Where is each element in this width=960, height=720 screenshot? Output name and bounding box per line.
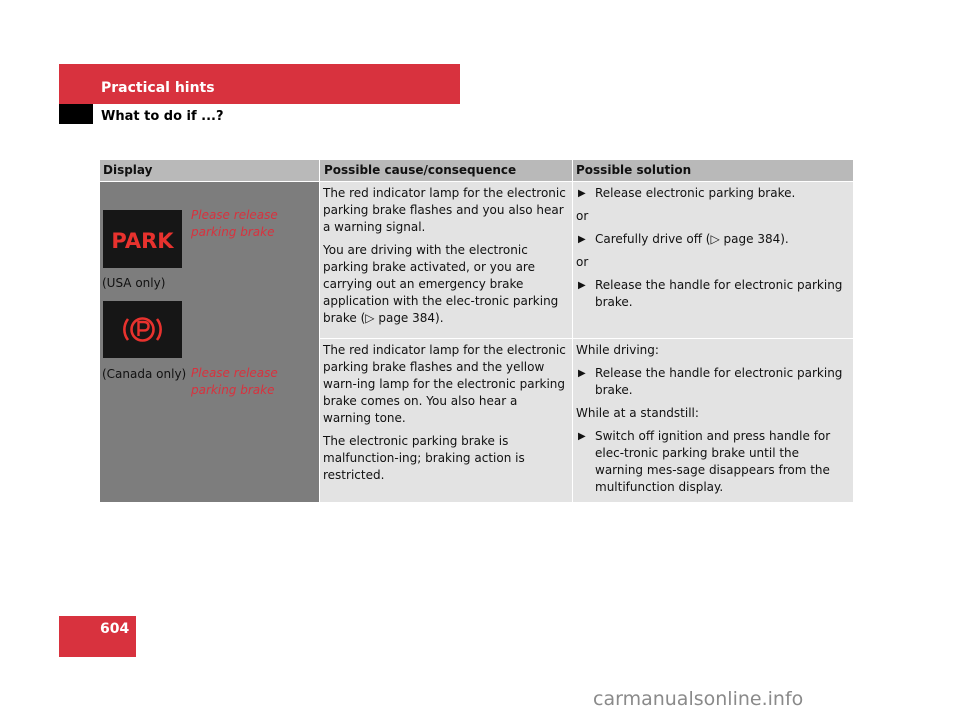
solution-step: [576, 428, 849, 496]
solution-step: [576, 185, 849, 202]
cause-paragraph: The electronic parking brake is malfunction-ing; braking action is restricted.: [323, 434, 525, 482]
bullet-arrow-icon: ▶: [578, 188, 586, 199]
park-lamp-icon: [103, 210, 182, 268]
park-lamp-text: PARK: [111, 229, 174, 253]
page-number: 604: [100, 621, 130, 637]
bullet-arrow-icon: ▶: [578, 280, 586, 291]
solution-step-text: Release electronic parking brake.: [595, 186, 796, 200]
cause-cell-2: [320, 339, 572, 502]
page-subtitle: What to do if ...?: [101, 109, 224, 124]
bullet-arrow-icon: ▶: [578, 431, 586, 442]
solution-step: [576, 277, 849, 311]
column-header-solution: Possible solution: [573, 160, 853, 181]
solution-cell-1: [573, 182, 853, 338]
watermark-url: carmanualsonline.info: [593, 688, 804, 710]
corner-block: [59, 104, 93, 124]
or-label: or: [576, 255, 589, 269]
column-header-display: Display: [100, 160, 319, 181]
solution-step-text: Switch off ignition and press handle for elec-tronic parking brake until the warning mes-sage disappears from the multifunction display.: [595, 429, 831, 494]
region-label-usa: (USA only): [102, 276, 166, 290]
solution-step-text: Release the handle for electronic parking brake.: [595, 366, 843, 397]
section-title: Practical hints: [101, 80, 215, 96]
region-label-canada: (Canada only): [102, 367, 187, 381]
solution-cell-2: [573, 339, 853, 502]
cause-paragraph: The red indicator lamp for the electronic parking brake flashes and you also hear a warning signal.: [323, 186, 566, 234]
circle-p-icon: [103, 301, 182, 358]
column-header-cause: Possible cause/consequence: [320, 160, 572, 181]
bullet-arrow-icon: ▶: [578, 234, 586, 245]
situation-label: While at a standstill:: [576, 406, 699, 420]
display-message-1: Please release parking brake: [191, 208, 278, 239]
solution-step: [576, 231, 849, 248]
display-message-2: Please release parking brake: [191, 366, 278, 397]
situation-label: While driving:: [576, 343, 659, 357]
cause-paragraph: You are driving with the electronic parking brake activated, or you are carrying out an emergency brake application with the elec-tronic parking brake (▷ page 384).: [323, 243, 559, 325]
solution-step-text: Release the handle for electronic parking brake.: [595, 278, 843, 309]
bullet-arrow-icon: ▶: [578, 368, 586, 379]
troubleshooting-table: [100, 160, 853, 502]
solution-step-text: Carefully drive off (▷ page 384).: [595, 232, 789, 246]
solution-step: [576, 365, 849, 399]
cause-cell-1: [320, 182, 572, 338]
cause-paragraph: The red indicator lamp for the electronic parking brake flashes and the yellow warn-ing lamp for the electronic parking brake comes on. You also hear a warning tone.: [323, 343, 566, 425]
display-column: [100, 182, 319, 502]
or-label: or: [576, 209, 589, 223]
